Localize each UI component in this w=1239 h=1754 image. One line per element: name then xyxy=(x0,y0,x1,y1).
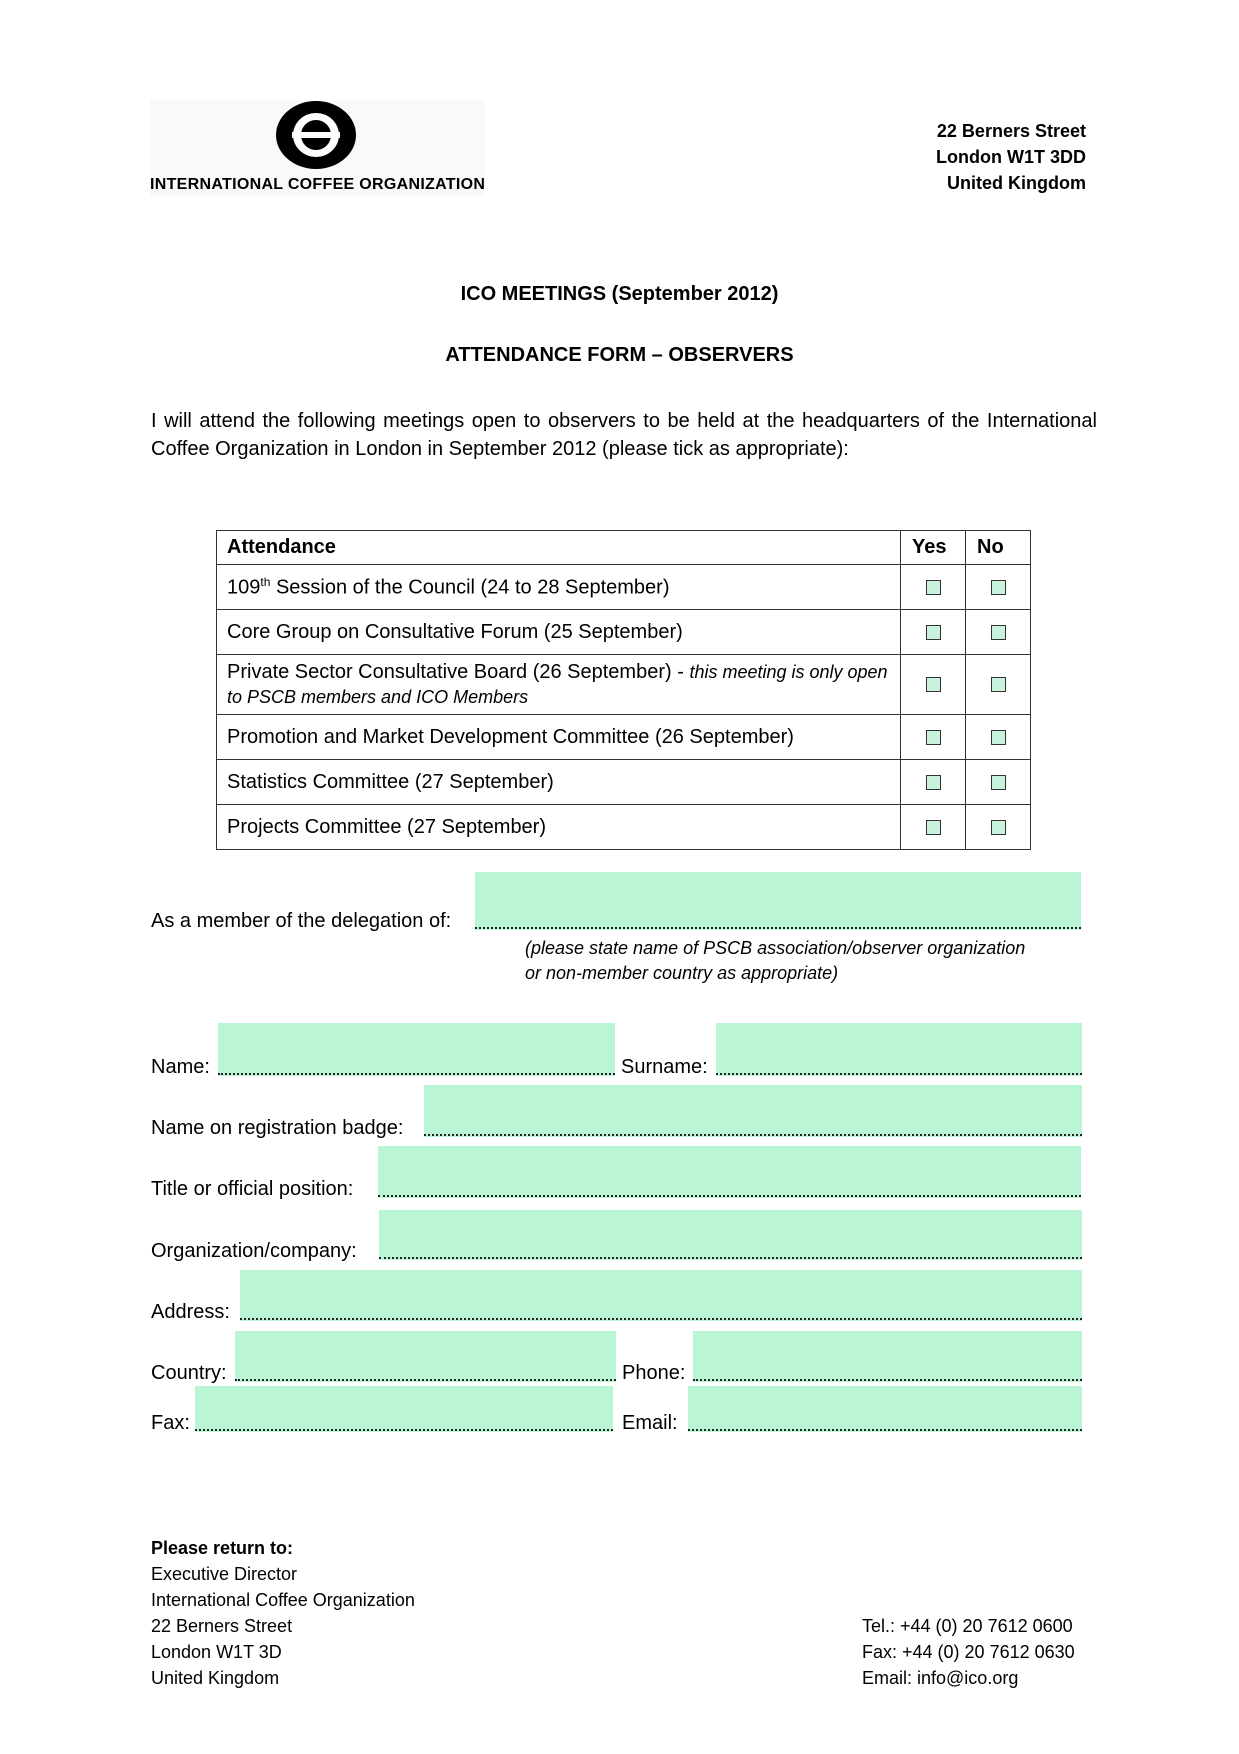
surname-label: Surname: xyxy=(621,1056,708,1078)
meeting-ordinal: th xyxy=(260,574,271,589)
address-underline xyxy=(240,1318,1082,1320)
meeting-label: Core Group on Consultative Forum (25 September) xyxy=(217,610,901,655)
contact-fax: Fax: +44 (0) 20 7612 0630 xyxy=(862,1642,1075,1662)
meeting-note: this meeting is only open to PSCB members and ICO Members xyxy=(227,661,888,707)
no-checkbox[interactable] xyxy=(991,820,1006,835)
badge-label: Name on registration badge: xyxy=(151,1117,404,1139)
yes-checkbox[interactable] xyxy=(926,730,941,745)
ico-logo xyxy=(150,100,485,196)
organization-label: Organization/company: xyxy=(151,1240,357,1262)
delegation-label: As a member of the delegation of: xyxy=(151,910,452,932)
delegation-hint-line: (please state name of PSCB association/observer organization xyxy=(525,938,1026,958)
name-input[interactable] xyxy=(218,1023,615,1076)
table-row xyxy=(217,565,1031,610)
no-cell xyxy=(966,805,1031,850)
country-underline xyxy=(235,1379,616,1381)
contact-block xyxy=(862,1613,1075,1691)
name-label: Name: xyxy=(151,1056,210,1078)
name-underline xyxy=(218,1073,615,1075)
yes-cell xyxy=(901,805,966,850)
delegation-hint-line: or non-member country as appropriate) xyxy=(525,963,839,983)
country-label: Country: xyxy=(151,1362,227,1384)
no-cell xyxy=(966,760,1031,805)
yes-cell xyxy=(901,715,966,760)
return-line: 22 Berners Street xyxy=(151,1616,293,1636)
fax-input[interactable] xyxy=(195,1386,613,1432)
no-checkbox[interactable] xyxy=(991,580,1006,595)
email-input[interactable] xyxy=(688,1386,1082,1432)
table-row xyxy=(217,715,1031,760)
intro-paragraph: I will attend the following meetings open to observers to be held at the headquarters of the International Coffee Organization in London in September 2012 (please tick as appropriate): xyxy=(151,410,1097,460)
return-line: United Kingdom xyxy=(151,1668,280,1688)
table-row xyxy=(217,805,1031,850)
fax-label: Fax: xyxy=(151,1412,190,1434)
organization-underline xyxy=(379,1257,1082,1259)
no-checkbox[interactable] xyxy=(991,775,1006,790)
header-yes: Yes xyxy=(901,531,966,565)
yes-cell xyxy=(901,565,966,610)
no-cell xyxy=(966,565,1031,610)
table-header-row xyxy=(217,531,1031,565)
yes-checkbox[interactable] xyxy=(926,677,941,692)
table-row xyxy=(217,760,1031,805)
page-subtitle: ATTENDANCE FORM – OBSERVERS xyxy=(445,344,794,366)
meeting-label-text: Session of the Council (24 to 28 September) xyxy=(270,576,670,599)
meeting-label-text: Private Sector Consultative Board (26 September) - xyxy=(227,660,690,683)
meeting-number: 109 xyxy=(227,576,261,599)
email-underline xyxy=(688,1429,1082,1431)
yes-checkbox[interactable] xyxy=(926,820,941,835)
title-position-underline xyxy=(378,1195,1081,1197)
header-address-line: United Kingdom xyxy=(947,173,1086,193)
surname-underline xyxy=(716,1073,1082,1075)
badge-underline xyxy=(424,1134,1082,1136)
attendance-table xyxy=(216,530,1031,850)
yes-checkbox[interactable] xyxy=(926,625,941,640)
yes-cell xyxy=(901,655,966,715)
return-line: Executive Director xyxy=(151,1564,298,1584)
header-no: No xyxy=(966,531,1031,565)
return-line: London W1T 3D xyxy=(151,1642,282,1662)
delegation-input[interactable] xyxy=(475,872,1081,930)
header-address xyxy=(936,118,1086,196)
organization-input[interactable] xyxy=(379,1210,1082,1260)
country-input[interactable] xyxy=(235,1331,616,1382)
meeting-label xyxy=(217,565,901,610)
meeting-label: Promotion and Market Development Committee (26 September) xyxy=(217,715,901,760)
meeting-label xyxy=(217,655,901,715)
no-checkbox[interactable] xyxy=(991,730,1006,745)
no-cell xyxy=(966,610,1031,655)
yes-checkbox[interactable] xyxy=(926,775,941,790)
title-position-label: Title or official position: xyxy=(151,1178,354,1200)
ico-logo-icon xyxy=(274,100,358,170)
address-input[interactable] xyxy=(240,1270,1082,1321)
phone-underline xyxy=(693,1379,1082,1381)
surname-input[interactable] xyxy=(716,1023,1082,1076)
table-row xyxy=(217,610,1031,655)
logo-org-name: INTERNATIONAL COFFEE ORGANIZATION xyxy=(150,176,486,193)
badge-name-input[interactable] xyxy=(424,1085,1082,1137)
page-title: ICO MEETINGS (September 2012) xyxy=(460,283,779,305)
fax-underline xyxy=(195,1429,613,1431)
meeting-label: Projects Committee (27 September) xyxy=(217,805,901,850)
address-label: Address: xyxy=(151,1301,230,1323)
delegation-underline xyxy=(475,927,1081,929)
phone-label: Phone: xyxy=(622,1362,686,1384)
phone-input[interactable] xyxy=(693,1331,1082,1382)
yes-checkbox[interactable] xyxy=(926,580,941,595)
no-cell xyxy=(966,655,1031,715)
title-position-input[interactable] xyxy=(378,1146,1081,1198)
email-label: Email: xyxy=(622,1412,678,1434)
return-address-block xyxy=(151,1535,415,1691)
contact-email: Email: info@ico.org xyxy=(862,1668,1019,1688)
yes-cell xyxy=(901,610,966,655)
yes-cell xyxy=(901,760,966,805)
no-checkbox[interactable] xyxy=(991,625,1006,640)
header-attendance: Attendance xyxy=(217,531,901,565)
contact-tel: Tel.: +44 (0) 20 7612 0600 xyxy=(862,1616,1073,1636)
no-cell xyxy=(966,715,1031,760)
return-line: International Coffee Organization xyxy=(151,1590,415,1610)
header-address-line: 22 Berners Street xyxy=(936,121,1086,141)
return-label: Please return to: xyxy=(151,1538,294,1558)
header-address-line: London W1T 3DD xyxy=(936,147,1086,167)
delegation-hint xyxy=(525,936,1025,986)
meeting-label: Statistics Committee (27 September) xyxy=(217,760,901,805)
table-row xyxy=(217,655,1031,715)
no-checkbox[interactable] xyxy=(991,677,1006,692)
